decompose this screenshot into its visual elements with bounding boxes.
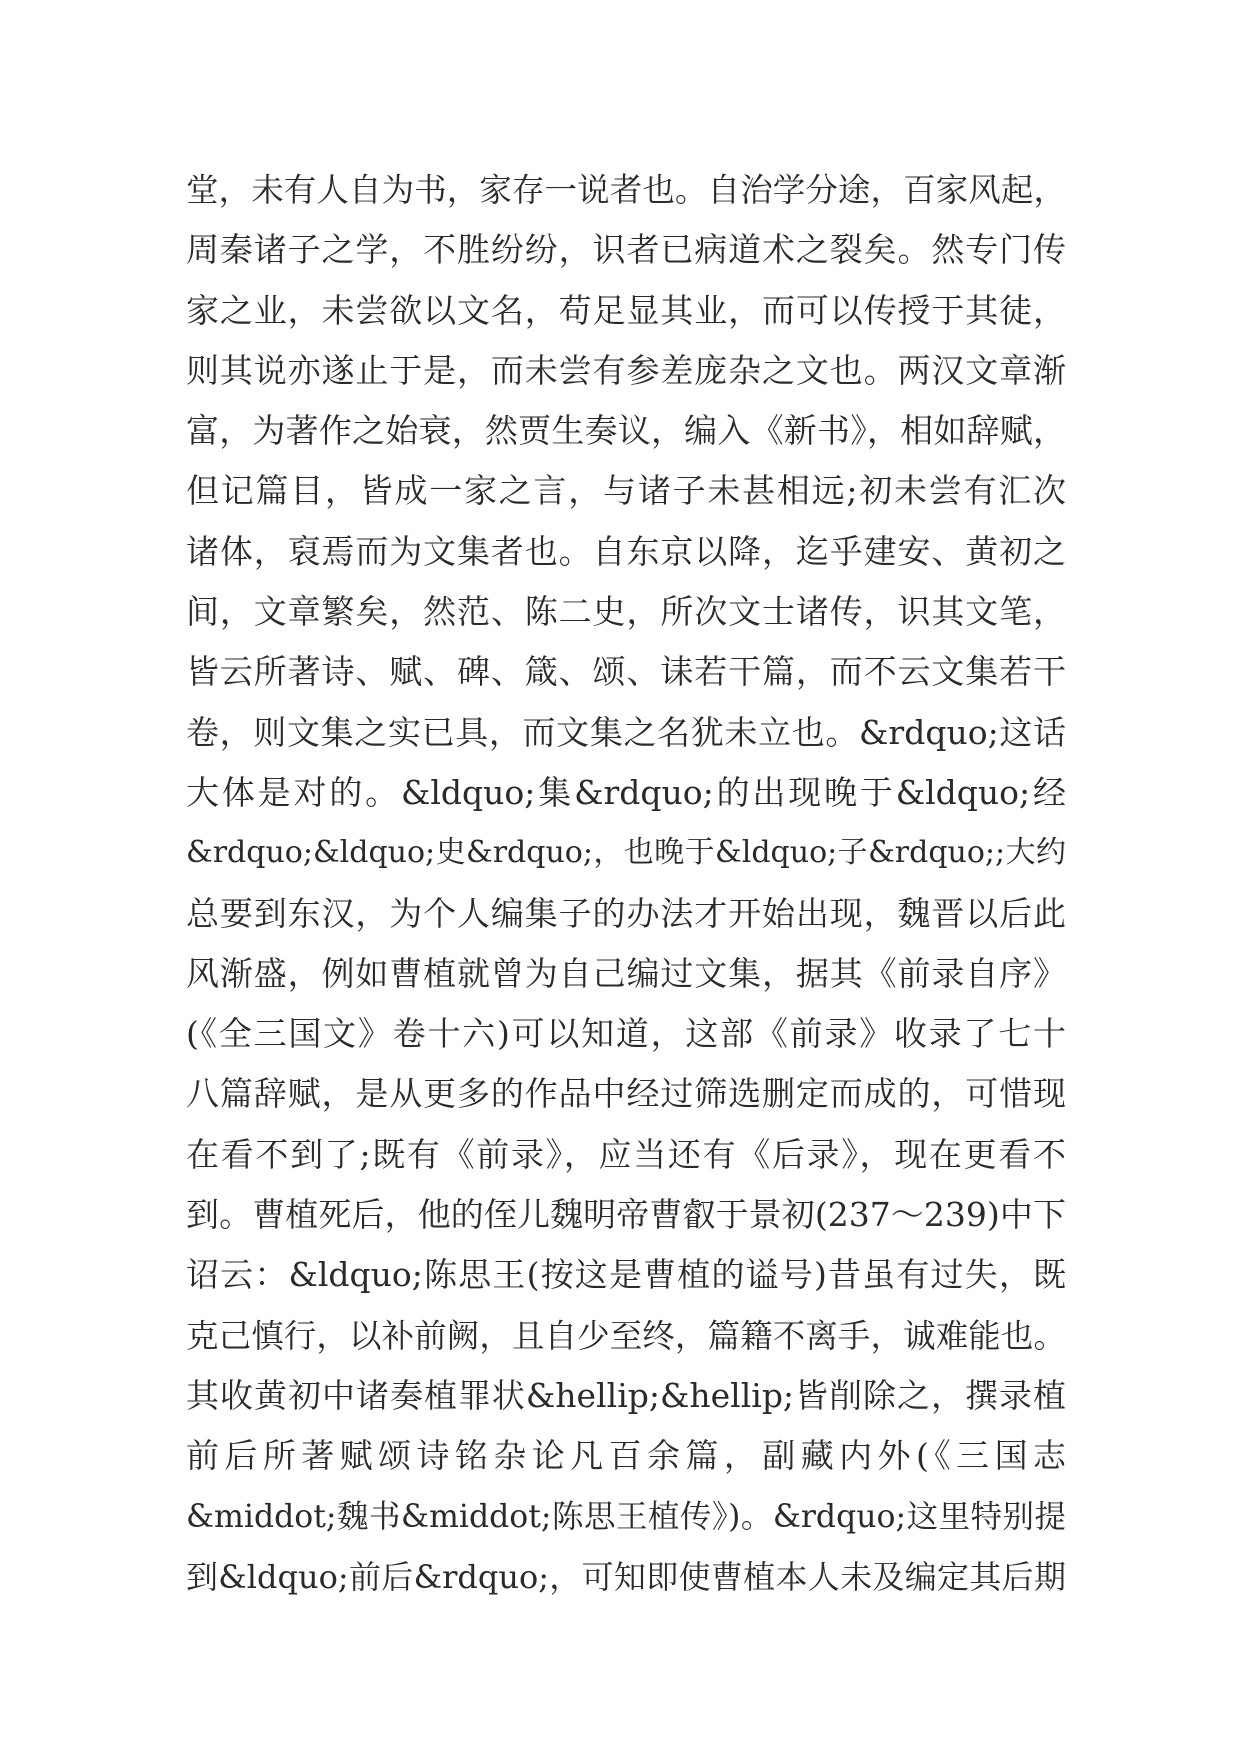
text-line: 则其说亦遂止于是，而未尝有参差庞杂之文也。两汉文章渐 [186, 350, 1066, 390]
text-line: 风渐盛，例如曹植就曾为自己编过文集，据其《前录自序》 [186, 953, 1066, 993]
text-line: &middot;魏书&middot;陈思王植传》)。&rdquo;这里特别提 [186, 1498, 1066, 1535]
body-text [186, 160, 1066, 1607]
text-line: 卷，则文集之实已具，而文集之名犹未立也。&rdquo;这话 [186, 712, 1066, 752]
text-line: 富，为著作之始衰，然贾生奏议，编入《新书》，相如辞赋， [186, 411, 1066, 451]
text-line: 间，文章繁矣，然范、陈二史，所次文士诸传，识其文笔， [186, 592, 1066, 632]
text-line: 到。曹植死后，他的侄儿魏明帝曹叡于景初(237～239)中下 [186, 1195, 1066, 1235]
text-line: 诏云：&ldquo;陈思王(按这是曹植的谥号)昔虽有过失，既 [186, 1255, 1066, 1295]
text-line: 总要到东汉，为个人编集子的办法才开始出现，魏晋以后此 [186, 893, 1066, 933]
text-line: 前后所著赋颂诗铭杂论凡百余篇，副藏内外(《三国志 [186, 1436, 1066, 1476]
text-line: 家之业，未尝欲以文名，苟足显其业，而可以传授于其徒， [186, 290, 1066, 330]
text-line: 克己慎行，以补前阙，且自少至终，篇籍不离手，诚难能也。 [186, 1316, 1066, 1355]
text-line: 周秦诸子之学，不胜纷纷，识者已病道术之裂矣。然专门传 [186, 230, 1066, 270]
text-line: 诸体，裒焉而为文集者也。自东京以降，迄乎建安、黄初之 [186, 531, 1066, 571]
text-line: 在看不到了;既有《前录》，应当还有《后录》，现在更看不 [186, 1134, 1066, 1174]
text-line: 皆云所著诗、赋、碑、箴、颂、诔若干篇，而不云文集若干 [186, 652, 1066, 692]
text-line: (《全三国文》卷十六)可以知道，这部《前录》收录了七十 [186, 1014, 1066, 1054]
text-line: 大体是对的。&ldquo;集&rdquo;的出现晚于&ldquo;经 [186, 772, 1066, 812]
text-line: 堂，未有人自为书，家存一说者也。自治学分途，百家风起， [186, 171, 1066, 209]
text-line: &rdquo;&ldquo;史&rdquo;，也晚于&ldquo;子&rdquo;;大约 [186, 835, 1066, 871]
text-line: 八篇辞赋，是从更多的作品中经过筛选删定而成的，可惜现 [186, 1074, 1066, 1114]
text-line: 其收黄初中诸奏植罪状&hellip;&hellip;皆削除之，撰录植 [186, 1375, 1066, 1415]
text-line: 但记篇目，皆成一家之言，与诸子未甚相远;初未尝有汇次 [186, 471, 1066, 511]
text-line: 到&ldquo;前后&rdquo;，可知即使曹植本人未及编定其后期 [186, 1557, 1066, 1596]
